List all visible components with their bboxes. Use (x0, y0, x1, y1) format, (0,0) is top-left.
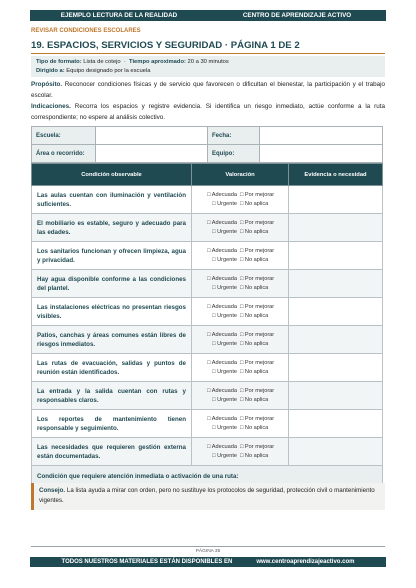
page-title: 19. ESPACIOS, SERVICIOS Y SEGURIDAD · PÁGINA 1 DE 2 (31, 40, 300, 51)
rating-options-line (196, 359, 284, 368)
rating-checkbox[interactable]: □ Adecuada (207, 303, 237, 310)
rating-checkbox[interactable]: □ No aplica (240, 424, 269, 431)
instructions-text: Recorra los espacios y registre evidencia. Si identifica un riesgo inmediato, actúe conforme a la ruta correspondiente; no espere al análisis colectivo. (31, 103, 385, 121)
condition-cell: El mobiliario es estable, seguro y adecuado para las edades. (32, 214, 192, 242)
condition-cell: Los reportes de mantenimiento tienen responsable y seguimiento. (32, 410, 192, 438)
rating-options-line (196, 303, 284, 312)
rating-checkbox[interactable]: □ Adecuada (207, 387, 237, 394)
evidence-field[interactable] (289, 326, 383, 354)
rating-checkbox[interactable]: □ Por mejorar (240, 247, 275, 254)
rating-cell (192, 382, 289, 410)
title-divider (31, 53, 385, 54)
rating-cell (192, 186, 289, 214)
evidence-field[interactable] (289, 270, 383, 298)
rating-checkbox[interactable]: □ Por mejorar (240, 415, 275, 422)
condition-cell: Las rutas de evacuación, salidas y puntos de reunión están identificados. (32, 354, 192, 382)
rating-options-line (196, 247, 284, 256)
footer-divider (31, 546, 385, 547)
condition-cell: Hay agua disponible conforme a las condiciones del plantel. (32, 270, 192, 298)
rating-checkbox[interactable]: □ Urgente (212, 340, 237, 347)
rating-cell (192, 410, 289, 438)
table-row (32, 410, 383, 438)
purpose-label: Propósito. (31, 81, 63, 88)
rating-options-line (196, 340, 284, 349)
rating-checkbox[interactable]: □ Por mejorar (240, 275, 275, 282)
rating-options-line (196, 219, 284, 228)
rating-checkbox[interactable]: □ No aplica (240, 452, 269, 459)
immediate-attention-field[interactable]: Condición que requiere atención inmediata o activación de una ruta: (32, 466, 383, 488)
meta-box: Tipo de formato: Lista de cotejo · Tiempo aproximado: 20 a 30 minutos Dirigido a: Equipo designado por la escuela (31, 56, 385, 77)
rating-checkbox[interactable]: □ Por mejorar (240, 191, 275, 198)
rating-options-line (196, 396, 284, 405)
rating-options-line (196, 452, 284, 461)
rating-checkbox[interactable]: □ No aplica (240, 284, 269, 291)
area-field[interactable] (96, 145, 208, 163)
evidence-field[interactable] (289, 354, 383, 382)
condition-cell: Las instalaciones eléctricas no presentan riesgos visibles. (32, 298, 192, 326)
rating-options-line (196, 191, 284, 200)
rating-options-line (196, 312, 284, 321)
footer-left: TODOS NUESTROS MATERIALES ESTÁN DISPONIBLES EN (61, 559, 233, 565)
rating-options-line (196, 443, 284, 452)
team-field[interactable] (260, 145, 383, 163)
rating-checkbox[interactable]: □ Urgente (212, 256, 237, 263)
rating-options-line (196, 275, 284, 284)
format-label: Tipo de formato: (36, 59, 82, 65)
time-label: Tiempo aproximado: (129, 59, 186, 65)
evidence-field[interactable] (289, 242, 383, 270)
page-number: PÁGINA 35 (195, 549, 221, 554)
tip-text: La lista ayuda a mirar con orden, pero no sustituye los protocolos de seguridad, protección civil o mantenimiento vigentes. (39, 487, 375, 504)
footer-bar (30, 557, 386, 567)
rating-cell (192, 298, 289, 326)
evidence-field[interactable] (289, 382, 383, 410)
rating-checkbox[interactable]: □ Por mejorar (240, 303, 275, 310)
rating-cell (192, 326, 289, 354)
rating-options-line (196, 331, 284, 340)
table-row (32, 270, 383, 298)
rating-checkbox[interactable]: □ Por mejorar (240, 359, 275, 366)
condition-cell: Patios, canchas y áreas comunes están libres de riesgos inmediatos. (32, 326, 192, 354)
rating-checkbox[interactable]: □ Adecuada (207, 331, 237, 338)
school-label: Escuela: (32, 127, 96, 145)
rating-checkbox[interactable]: □ Por mejorar (240, 331, 275, 338)
col-header-rating: Valoración (192, 164, 289, 186)
rating-checkbox[interactable]: □ Urgente (212, 368, 237, 375)
table-row (32, 382, 383, 410)
rating-cell (192, 438, 289, 466)
date-label: Fecha: (208, 127, 260, 145)
rating-options-line (196, 284, 284, 293)
section-label: REVISAR CONDICIONES ESCOLARES (31, 28, 141, 34)
rating-checkbox[interactable]: □ Adecuada (207, 219, 237, 226)
rating-options-line (196, 228, 284, 237)
rating-options-line (196, 424, 284, 433)
rating-checkbox[interactable]: □ No aplica (240, 396, 269, 403)
tip-box (31, 483, 385, 510)
footer-link[interactable]: www.centroaprendizajeactivo.com (256, 559, 355, 565)
header-right: CENTRO DE APRENDIZAJE ACTIVO (242, 12, 352, 19)
evidence-field[interactable] (289, 186, 383, 214)
rating-checkbox[interactable]: □ Urgente (212, 396, 237, 403)
rating-options-line (196, 200, 284, 209)
date-field[interactable] (260, 127, 383, 145)
purpose-text: Reconocer condiciones físicas y de servicio que favorecen o dificultan el bienestar, la participación y el trabajo escolar. (31, 81, 385, 99)
format-value: Lista de cotejo (83, 59, 121, 65)
header-left: EJEMPLO LECTURA DE LA REALIDAD (60, 12, 178, 19)
col-header-condition: Condición observable (32, 164, 192, 186)
rating-checkbox[interactable]: □ Adecuada (207, 191, 237, 198)
rating-checkbox[interactable]: □ No aplica (240, 256, 269, 263)
table-row (32, 354, 383, 382)
rating-cell (192, 270, 289, 298)
purpose-paragraph (31, 80, 385, 101)
header-bar (30, 10, 386, 21)
time-value: 20 a 30 minutos (187, 59, 229, 65)
rating-cell (192, 354, 289, 382)
rating-checkbox[interactable]: □ No aplica (240, 340, 269, 347)
school-field[interactable] (96, 127, 208, 145)
evidence-field[interactable] (289, 410, 383, 438)
table-row (32, 186, 383, 214)
evidence-field[interactable] (289, 214, 383, 242)
rating-checkbox[interactable]: □ No aplica (240, 368, 269, 375)
rating-checkbox[interactable]: □ Urgente (212, 200, 237, 207)
rating-checkbox[interactable]: □ Urgente (212, 228, 237, 235)
condition-cell: Las necesidades que requieren gestión externa están documentadas. (32, 438, 192, 466)
audience-value: Equipo designado por la escuela (66, 67, 151, 74)
condition-cell: Las aulas cuentan con iluminación y ventilación suficientes. (32, 186, 192, 214)
rating-options-line (196, 256, 284, 265)
rating-cell (192, 214, 289, 242)
rating-options-line (196, 415, 284, 424)
rating-options-line (196, 387, 284, 396)
rating-checkbox[interactable]: □ Urgente (212, 312, 237, 319)
table-row (32, 326, 383, 354)
rating-checkbox[interactable]: □ Por mejorar (240, 219, 275, 226)
rating-checkbox[interactable]: □ No aplica (240, 312, 269, 319)
rating-checkbox[interactable]: □ Urgente (212, 452, 237, 459)
table-row (32, 298, 383, 326)
rating-checkbox[interactable]: □ Adecuada (207, 275, 237, 282)
audience-label: Dirigido a: (36, 67, 65, 74)
rating-checkbox[interactable]: □ No aplica (240, 228, 269, 235)
rating-checkbox[interactable]: □ Por mejorar (240, 443, 275, 450)
tip-label: Consejo. (39, 487, 66, 494)
condition-cell: La entrada y la salida cuentan con rutas y responsables claros. (32, 382, 192, 410)
area-label: Área o recorrido: (32, 145, 96, 163)
table-row (32, 214, 383, 242)
rating-checkbox[interactable]: □ Adecuada (207, 247, 237, 254)
col-header-evidence: Evidencia o necesidad (289, 164, 383, 186)
rating-checkbox[interactable]: □ No aplica (240, 200, 269, 207)
info-table (31, 126, 383, 163)
rating-checkbox[interactable]: □ Adecuada (207, 359, 237, 366)
table-row (32, 438, 383, 466)
checklist-table (31, 163, 383, 488)
rating-checkbox[interactable]: □ Adecuada (207, 415, 237, 422)
rating-checkbox[interactable]: □ Urgente (212, 424, 237, 431)
evidence-field[interactable] (289, 438, 383, 466)
condition-cell: Los sanitarios funcionan y ofrecen limpieza, agua y privacidad. (32, 242, 192, 270)
rating-options-line (196, 368, 284, 377)
rating-cell (192, 242, 289, 270)
evidence-field[interactable] (289, 298, 383, 326)
rating-checkbox[interactable]: □ Por mejorar (240, 387, 275, 394)
instructions-paragraph (31, 102, 385, 123)
instructions-label: Indicaciones. (31, 103, 71, 110)
table-row (32, 242, 383, 270)
team-label: Equipo: (208, 145, 260, 163)
rating-checkbox[interactable]: □ Urgente (212, 284, 237, 291)
rating-checkbox[interactable]: □ Adecuada (207, 443, 237, 450)
